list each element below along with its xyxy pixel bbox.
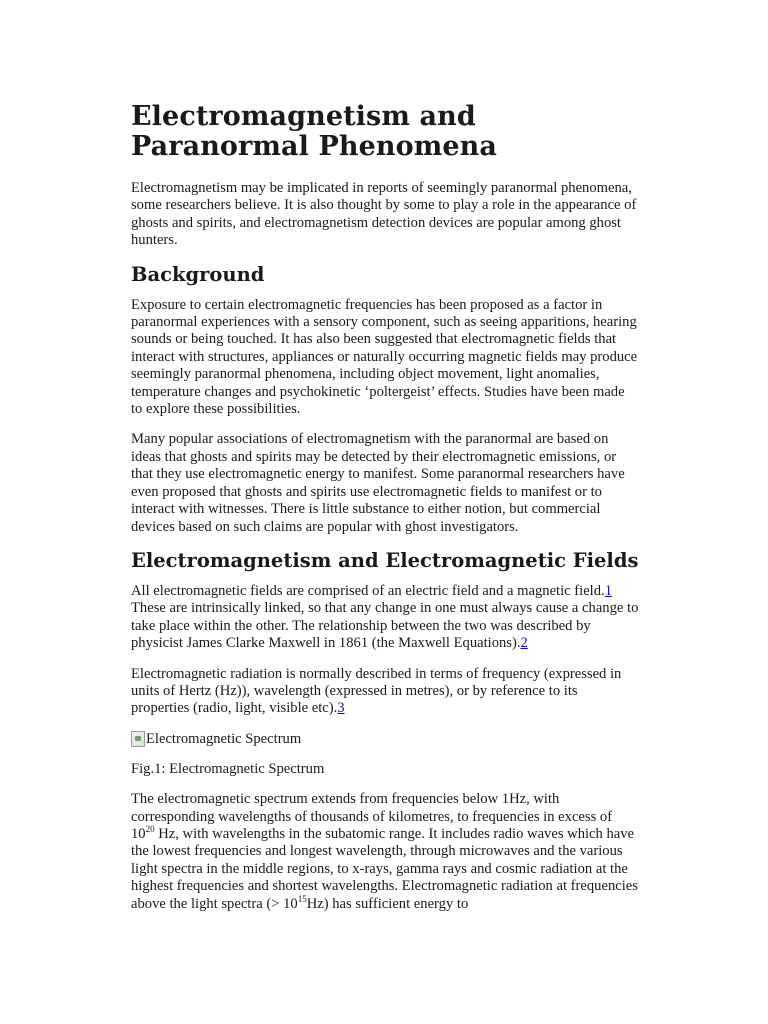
intro-paragraph: Electromagnetism may be implicated in reports of seemingly paranormal phenomena, some researchers believe. It is also thought by some to play a role in the appearance of ghosts and spirits, and electromagnetism detection devices are popular among ghost hunters. bbox=[131, 180, 637, 249]
footnote-link-1[interactable]: 1 bbox=[604, 582, 612, 599]
background-paragraph-1: Exposure to certain electromagnetic frequencies has been proposed as a factor in paranormal experiences with a sensory component, such as seeing apparitions, hearing sounds or being touched. It has also been suggested that electromagnetic fields that interact with structures, appliances or naturally occurring magnetic fields may produce seemingly paranormal phenomena, including object movement, light anomalies, temperature changes and psychokinetic ‘poltergeist’ effects. Studies have been made to explore these possibilities. bbox=[131, 296, 638, 418]
article bbox=[131, 102, 639, 926]
fields-paragraph-3-text-b: Hz, with wavelengths in the subatomic range. It includes radio waves which have the lowest frequencies and longest wavelength, through microwaves and the various light spectra in the middle regions, to x-rays, gamma rays and cosmic radiation at the highest frequencies and shortest wavelengths. Electromagnetic radiation at frequencies above the light spectra (> 10 bbox=[131, 825, 638, 912]
fields-paragraph-3-text-c: Hz) has sufficient energy to bbox=[306, 895, 469, 912]
footnote-link-2[interactable]: 2 bbox=[520, 635, 528, 652]
broken-image-icon bbox=[131, 731, 145, 747]
fields-heading: Electromagnetism and Electromagnetic Fields bbox=[131, 548, 639, 572]
background-paragraph-2: Many popular associations of electromagnetism with the paranormal are based on ideas that ghosts and spirits may be detected by their electromagnetic emissions, or that they use electromagnetic energy to manifest. Some paranormal researchers have even proposed that ghosts and spirits use electromagnetic fields to manifest or to interact with witnesses. There is little substance to either notion, but commercial devices based on such claims are popular with ghost investigators. bbox=[131, 431, 625, 535]
fields-paragraph-3-text-a: The electromagnetic spectrum extends from frequencies below 1Hz, with corresponding wavelengths of thousands of kilometres, to frequencies in excess of 10 bbox=[131, 791, 613, 842]
fields-paragraph-2-text: Electromagnetic radiation is normally described in terms of frequency (expressed in units of Hertz (Hz)), wavelength (expressed in metres), or by reference to its properties (radio, light, visible etc). bbox=[131, 665, 622, 717]
fields-paragraph-1-text-a: All electromagnetic fields are comprised of an electric field and a magnetic field. bbox=[131, 582, 605, 599]
spectrum-image-alt: Electromagnetic Spectrum bbox=[146, 730, 302, 747]
spectrum-image bbox=[131, 731, 301, 748]
exponent-15: 15 bbox=[297, 893, 307, 904]
fields-paragraph-1-text-b: These are intrinsically linked, so that any change in one must always cause a change to take place within the other. The relationship between the two was described by physicist James Clarke Maxwell in 1861 (the Maxwell Equations). bbox=[131, 600, 639, 652]
fields-paragraph-1 bbox=[131, 583, 639, 653]
background-heading: Background bbox=[131, 262, 265, 286]
exponent-20: 20 bbox=[145, 823, 155, 834]
fields-paragraph-3 bbox=[131, 791, 639, 913]
footnote-link-3[interactable]: 3 bbox=[337, 700, 345, 717]
fields-paragraph-2 bbox=[131, 666, 639, 718]
figure-caption: Fig.1: Electromagnetic Spectrum bbox=[131, 760, 325, 777]
page-title: Electromagnetism and Paranormal Phenomena bbox=[131, 101, 497, 162]
